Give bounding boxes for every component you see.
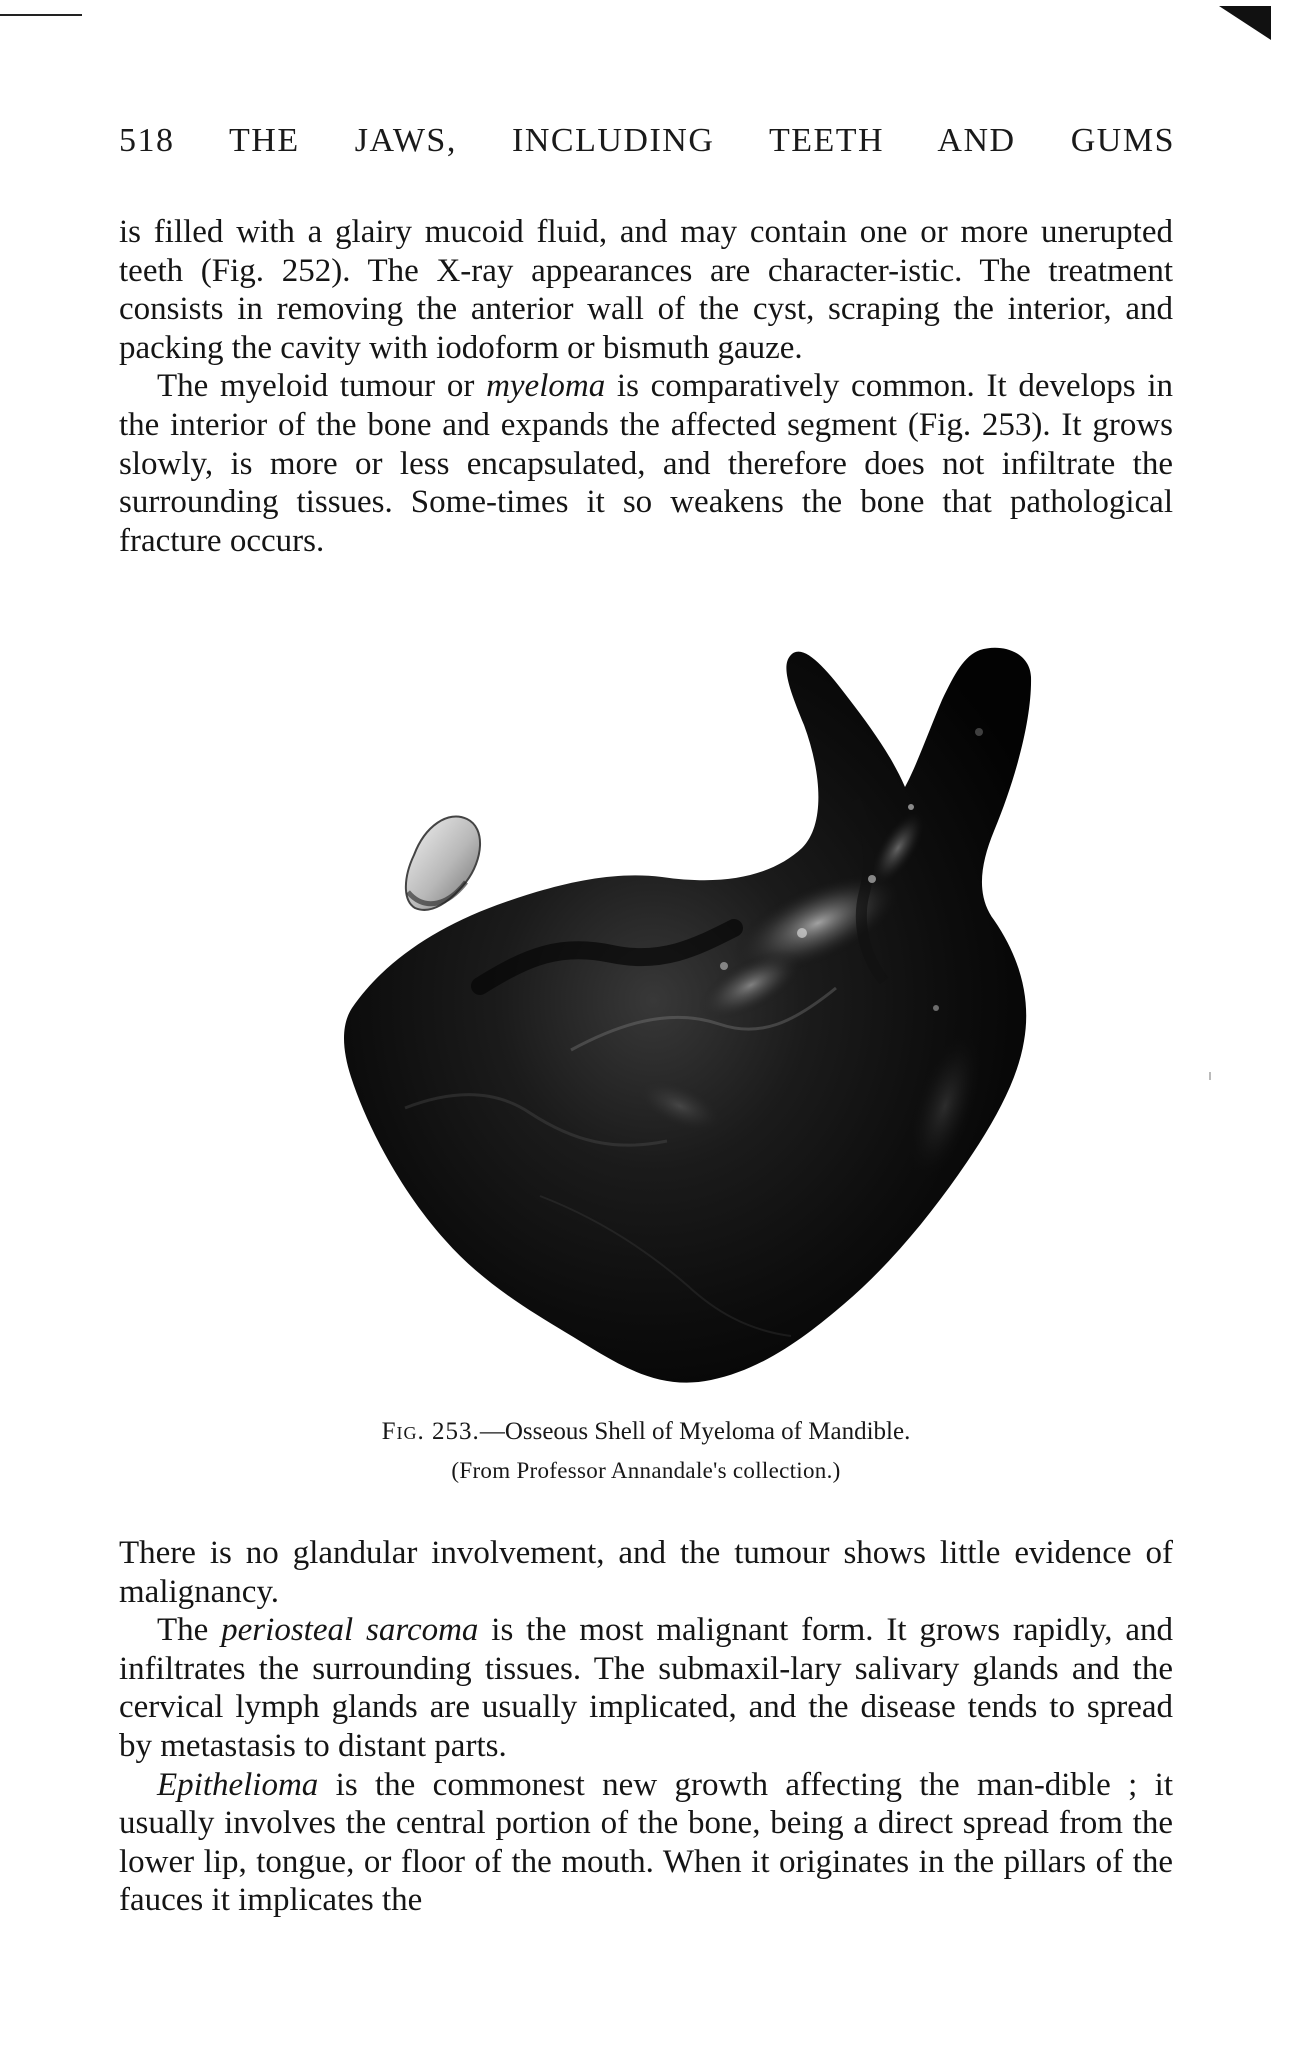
mandible-shell-shape <box>344 648 1031 1383</box>
term-myeloma: myeloma <box>486 368 606 405</box>
top-left-scan-rule <box>0 14 82 16</box>
paragraph-cyst-treatment: is filled with a glairy mucoid fluid, and may contain one or more unerupted teeth (Fig. 252). The X-ray appearances are character-istic. The treatment consists in removing the anterior wall of the cyst, scraping the interior, and packing the cavity with iodoform or bismuth gauze. <box>119 214 1173 366</box>
page-title: THE JAWS, INCLUDING TEETH AND GUMS <box>229 122 1175 159</box>
paragraph-myeloma-start: The myeloid tumour or <box>157 368 487 405</box>
specimen-speckle <box>908 804 914 810</box>
figure-caption <box>119 1418 1173 1446</box>
specimen-speckle <box>933 1005 939 1011</box>
term-periosteal-sarcoma: periosteal sarcoma <box>221 1612 479 1649</box>
term-epithelioma: Epithelioma <box>157 1766 319 1803</box>
paragraph-myeloma <box>119 367 1173 560</box>
paragraph-myeloma-end: is comparatively common. It develops in the interior of the bone and expands the affected segment (Fig. 253). It grows slowly, is more or less encapsulated, and therefore does not infiltrate the surrounding tissues. Some-times it so weakens the bone that pathological fracture occurs. <box>119 368 1173 559</box>
paragraph-periosteal-end: is the most malignant form. It grows rapidly, and infiltrates the surrounding tissues. The submaxil-lary salivary glands and the cervical lymph glands are usually implicated, and the disease tends to spread by metastasis to distant parts. <box>119 1612 1173 1764</box>
figure-title: —Osseous Shell of Myeloma of Mandible. <box>479 1418 911 1445</box>
corner-marker-icon <box>1219 6 1271 40</box>
figure-label: Fig. 253. <box>381 1418 480 1445</box>
running-head <box>119 122 1175 164</box>
paragraph-periosteal-start: The <box>157 1612 222 1649</box>
paragraph-periosteal-sarcoma <box>119 1611 1173 1765</box>
figure-source: (From Professor Annandale's collection.) <box>451 1458 841 1483</box>
paragraph-epithelioma <box>119 1766 1173 1920</box>
mandible-specimen-figure <box>290 636 1110 1406</box>
specimen-speckle <box>720 962 728 970</box>
upper-text-block <box>119 213 1173 560</box>
specimen-speckle <box>797 928 807 938</box>
specimen-speckle <box>868 875 876 883</box>
page-number: 518 <box>119 122 175 159</box>
tooth-shape <box>406 816 480 909</box>
paragraph-epithelioma-end: is the commonest new growth affecting the man-dible ; it usually involves the central portion of the bone, being a direct spread from the lower lip, tongue, or floor of the mouth. When it originates in the pillars of the fauces it implicates the <box>119 1766 1173 1919</box>
paragraph-malignancy: There is no glandular involvement, and the tumour shows little evidence of malignancy. <box>119 1535 1173 1610</box>
specimen-speckle <box>975 728 983 736</box>
mandible-specimen-image <box>290 636 1110 1406</box>
lower-text-block <box>119 1534 1173 1920</box>
scan-speck <box>1209 1072 1211 1080</box>
